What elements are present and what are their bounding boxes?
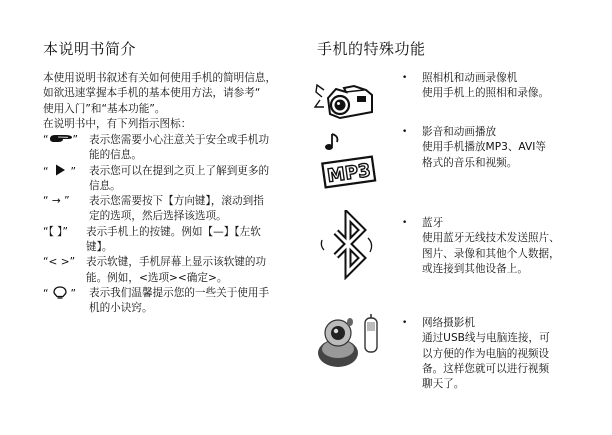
camera-icon (314, 76, 382, 124)
feature-title: • 影音和动画播放 (410, 125, 590, 140)
mp3-badge-text: MP3 (325, 160, 372, 187)
quote-close: ” (70, 165, 76, 178)
feature-media-player (410, 125, 590, 171)
quote-open: “ (43, 287, 49, 300)
legend-item-more-info (43, 164, 305, 195)
feature-webcam (410, 316, 590, 392)
arrow-symbol: “ → ” (43, 195, 70, 208)
icon-legend-list (43, 133, 305, 317)
mp3-music-icon (318, 130, 380, 192)
legend-text: 能的信息。 (89, 149, 142, 162)
feature-desc: 格式的音乐和视频。 (422, 156, 518, 169)
intro-line: 如欲迅速掌握本手机的基本使用方法，请参考“ (43, 87, 261, 100)
legend-item-phone-key (43, 225, 305, 256)
feature-bluetooth (410, 216, 590, 277)
hand-pointer-icon (49, 133, 73, 144)
legend-text: 表示软键，手机屏幕上显示该软键的功 (86, 256, 267, 269)
legend-text: 键】。 (86, 241, 113, 254)
intro-line: 在说明书中，有下列指示图标： (43, 117, 192, 130)
quote-close: ” (70, 287, 76, 300)
lightbulb-tip-icon (49, 286, 71, 299)
intro-line: 使用入门”和“基本功能”。 (43, 102, 166, 115)
legend-item-soft-key (43, 255, 305, 286)
legend-item-tip (43, 286, 305, 317)
feature-camera (410, 71, 590, 102)
bracket-symbol: “【 】” (43, 225, 68, 238)
feature-desc: 使用手机上的照相和录像。 (422, 87, 550, 100)
legend-text: 表示您需要按下【方向键】，滚动到指 (89, 195, 264, 208)
webcam-icon (316, 313, 386, 373)
legend-text: 表示我们温馨提示您的一些关于使用手 (89, 286, 270, 299)
section-title-about-manual: 本说明书简介 (43, 40, 137, 58)
feature-desc: 备。这样您就可以进行视频 (422, 362, 550, 375)
legend-text: 能。例如，<选项><确定>。 (86, 271, 228, 284)
legend-item-caution (43, 133, 305, 164)
feature-title: • 网络摄影机 (410, 316, 590, 331)
legend-text: 表示您需要小心注意关于安全或手机功 (89, 134, 270, 146)
softkey-symbol: “< >” (43, 256, 76, 269)
quote-close: ” (72, 134, 78, 146)
feature-desc: 使用手机播放MP3、AVI等 (422, 141, 546, 154)
feature-title: • 照相机和动画录像机 (410, 71, 590, 86)
quote-open: “ (43, 165, 49, 178)
play-triangle-icon (49, 164, 71, 176)
feature-desc: 或连接到其他设备上。 (422, 262, 528, 275)
feature-desc: 使用蓝牙无线技术发送照片、 (422, 232, 560, 245)
bluetooth-icon (318, 210, 380, 280)
feature-desc: 聊天了。 (422, 378, 465, 391)
legend-text: 机的小诀窍。 (89, 302, 153, 315)
section-title-special-features: 手机的特殊功能 (317, 40, 426, 58)
intro-line: 本使用说明书叙述有关如何使用手机的简明信息， (43, 72, 277, 84)
feature-desc: 图片、录像和其他个人数据， (422, 247, 560, 260)
legend-item-navigation-key (43, 194, 305, 225)
intro-paragraph (43, 71, 305, 132)
legend-text: 定的选项，然后选择该选项。 (89, 210, 227, 223)
feature-desc: 以方便的作为电脑的视频设 (422, 347, 550, 360)
legend-text: 表示手机上的按键。例如【—】【左软 (86, 225, 261, 238)
legend-text: 表示您可以在提到之页上了解到更多的 (89, 164, 270, 177)
feature-desc: 通过USB线与电脑连接，可 (422, 332, 550, 345)
quote-open: “ (43, 134, 49, 146)
feature-title: • 蓝牙 (410, 216, 590, 231)
legend-text: 信息。 (89, 179, 121, 192)
